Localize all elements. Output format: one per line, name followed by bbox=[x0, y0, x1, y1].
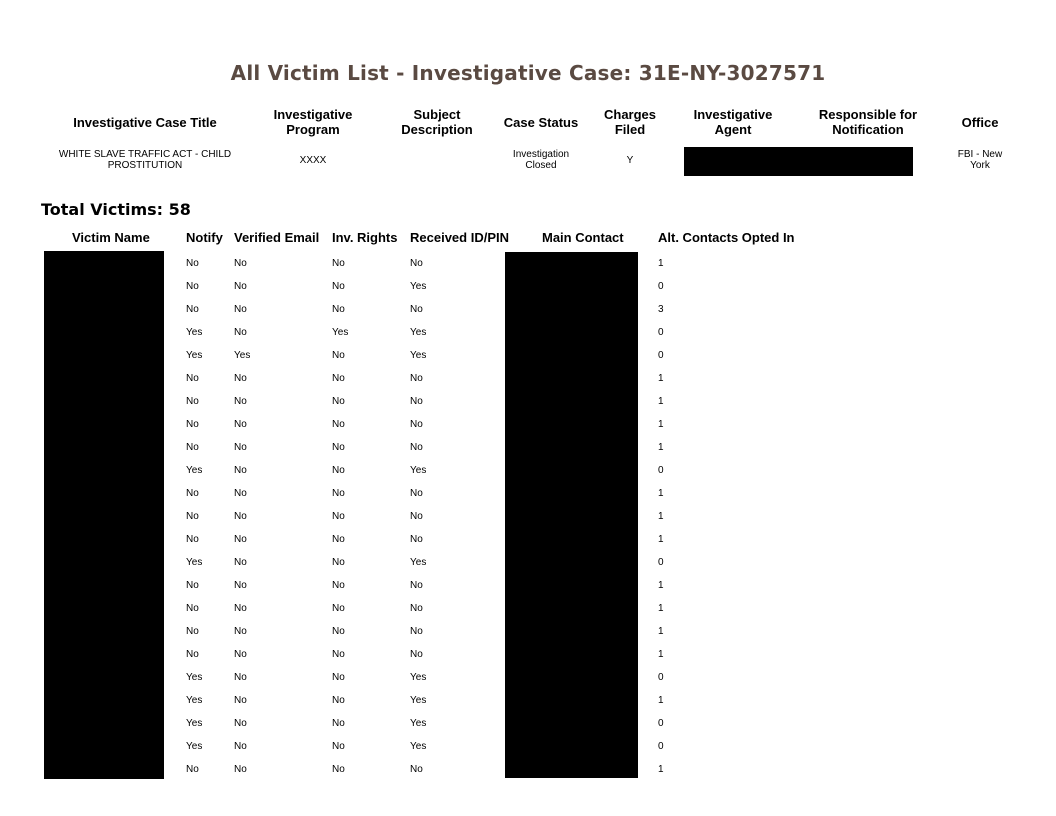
received-pin-cell: Yes bbox=[410, 281, 427, 292]
alt-contacts-cell: 1 bbox=[658, 511, 664, 522]
notify-cell: No bbox=[186, 258, 199, 269]
verified-email-cell: No bbox=[234, 488, 247, 499]
received-pin-cell: No bbox=[410, 603, 423, 614]
verified-email-cell: No bbox=[234, 373, 247, 384]
verified-email-cell: No bbox=[234, 580, 247, 591]
notify-cell: No bbox=[186, 603, 199, 614]
alt-contacts-cell: 3 bbox=[658, 304, 664, 315]
notify-cell: Yes bbox=[186, 465, 203, 476]
alt-contacts-cell: 1 bbox=[658, 649, 664, 660]
inv-rights-cell: No bbox=[332, 488, 345, 499]
received-pin-cell: No bbox=[410, 580, 423, 591]
alt-contacts-cell: 0 bbox=[658, 327, 664, 338]
verified-email-cell: No bbox=[234, 603, 247, 614]
alt-contacts-cell: 1 bbox=[658, 603, 664, 614]
verified-email-cell: No bbox=[234, 327, 247, 338]
alt-contacts-cell: 1 bbox=[658, 695, 664, 706]
notify-cell: Yes bbox=[186, 350, 203, 361]
table-row bbox=[0, 666, 1056, 689]
received-pin-cell: No bbox=[410, 488, 423, 499]
inv-rights-cell: No bbox=[332, 741, 345, 752]
header-status: Case Status bbox=[503, 114, 579, 130]
alt-contacts-cell: 1 bbox=[658, 396, 664, 407]
table-row bbox=[0, 252, 1056, 275]
inv-rights-cell: No bbox=[332, 281, 345, 292]
notify-cell: Yes bbox=[186, 741, 203, 752]
received-pin-cell: No bbox=[410, 419, 423, 430]
table-row bbox=[0, 620, 1056, 643]
case-title-cell: WHITE SLAVE TRAFFIC ACT - CHILD PROSTITUTION bbox=[58, 149, 232, 171]
verified-email-cell: No bbox=[234, 442, 247, 453]
received-pin-cell: No bbox=[410, 442, 423, 453]
verified-email-cell: No bbox=[234, 626, 247, 637]
table-row bbox=[0, 413, 1056, 436]
verified-email-cell: No bbox=[234, 649, 247, 660]
verified-email-cell: No bbox=[234, 281, 247, 292]
verified-email-cell: No bbox=[234, 465, 247, 476]
victim-table-body bbox=[0, 252, 1056, 781]
verified-email-cell: No bbox=[234, 534, 247, 545]
received-pin-cell: Yes bbox=[410, 350, 427, 361]
inv-rights-cell: No bbox=[332, 258, 345, 269]
alt-contacts-cell: 1 bbox=[658, 373, 664, 384]
header-responsible: Responsible for Notification bbox=[818, 107, 918, 137]
inv-rights-cell: No bbox=[332, 764, 345, 775]
received-pin-cell: No bbox=[410, 626, 423, 637]
header-inv-rights: Inv. Rights bbox=[332, 230, 398, 245]
table-row bbox=[0, 275, 1056, 298]
alt-contacts-cell: 0 bbox=[658, 350, 664, 361]
table-row bbox=[0, 551, 1056, 574]
alt-contacts-cell: 1 bbox=[658, 258, 664, 269]
received-pin-cell: No bbox=[410, 511, 423, 522]
inv-rights-cell: No bbox=[332, 718, 345, 729]
notify-cell: No bbox=[186, 626, 199, 637]
verified-email-cell: No bbox=[234, 396, 247, 407]
total-victims: Total Victims: 58 bbox=[41, 200, 191, 219]
header-subject: Subject Description bbox=[401, 107, 473, 137]
verified-email-cell: No bbox=[234, 511, 247, 522]
verified-email-cell: No bbox=[234, 718, 247, 729]
header-program: Investigative Program bbox=[273, 107, 353, 137]
received-pin-cell: Yes bbox=[410, 672, 427, 683]
charges-cell: Y bbox=[626, 154, 634, 166]
redaction-agent-responsible bbox=[684, 147, 913, 176]
table-row bbox=[0, 482, 1056, 505]
received-pin-cell: No bbox=[410, 764, 423, 775]
table-row bbox=[0, 735, 1056, 758]
inv-rights-cell: No bbox=[332, 580, 345, 591]
notify-cell: Yes bbox=[186, 695, 203, 706]
header-received-pin: Received ID/PIN bbox=[410, 230, 509, 245]
verified-email-cell: No bbox=[234, 764, 247, 775]
table-row bbox=[0, 367, 1056, 390]
header-agent: Investigative Agent bbox=[693, 107, 773, 137]
program-cell: XXXX bbox=[299, 154, 327, 166]
notify-cell: No bbox=[186, 304, 199, 315]
verified-email-cell: No bbox=[234, 258, 247, 269]
notify-cell: No bbox=[186, 442, 199, 453]
table-row bbox=[0, 321, 1056, 344]
inv-rights-cell: No bbox=[332, 672, 345, 683]
alt-contacts-cell: 0 bbox=[658, 281, 664, 292]
inv-rights-cell: No bbox=[332, 350, 345, 361]
inv-rights-cell: No bbox=[332, 534, 345, 545]
header-alt-contacts: Alt. Contacts Opted In bbox=[658, 230, 795, 245]
table-row bbox=[0, 689, 1056, 712]
inv-rights-cell: No bbox=[332, 419, 345, 430]
table-row bbox=[0, 390, 1056, 413]
page-title: All Victim List - Investigative Case: 31E-NY-3027571 bbox=[230, 61, 826, 85]
notify-cell: No bbox=[186, 373, 199, 384]
header-charges: Charges Filed bbox=[603, 107, 657, 137]
verified-email-cell: No bbox=[234, 419, 247, 430]
received-pin-cell: No bbox=[410, 373, 423, 384]
alt-contacts-cell: 1 bbox=[658, 419, 664, 430]
notify-cell: Yes bbox=[186, 557, 203, 568]
table-row bbox=[0, 643, 1056, 666]
notify-cell: Yes bbox=[186, 718, 203, 729]
case-table-header bbox=[0, 104, 1056, 140]
received-pin-cell: Yes bbox=[410, 718, 427, 729]
verified-email-cell: No bbox=[234, 741, 247, 752]
table-row bbox=[0, 344, 1056, 367]
inv-rights-cell: No bbox=[332, 626, 345, 637]
alt-contacts-cell: 0 bbox=[658, 741, 664, 752]
notify-cell: No bbox=[186, 419, 199, 430]
header-verified-email: Verified Email bbox=[234, 230, 320, 245]
office-cell: FBI - New York bbox=[957, 149, 1003, 171]
header-main-contact: Main Contact bbox=[542, 230, 624, 245]
verified-email-cell: No bbox=[234, 557, 247, 568]
received-pin-cell: No bbox=[410, 396, 423, 407]
received-pin-cell: No bbox=[410, 649, 423, 660]
victim-table-header bbox=[0, 230, 1056, 246]
alt-contacts-cell: 1 bbox=[658, 580, 664, 591]
table-row bbox=[0, 298, 1056, 321]
inv-rights-cell: No bbox=[332, 465, 345, 476]
received-pin-cell: Yes bbox=[410, 465, 427, 476]
table-row bbox=[0, 505, 1056, 528]
inv-rights-cell: No bbox=[332, 396, 345, 407]
verified-email-cell: No bbox=[234, 695, 247, 706]
received-pin-cell: Yes bbox=[410, 327, 427, 338]
inv-rights-cell: No bbox=[332, 304, 345, 315]
alt-contacts-cell: 1 bbox=[658, 764, 664, 775]
verified-email-cell: No bbox=[234, 672, 247, 683]
status-cell: Investigation Closed bbox=[512, 149, 570, 171]
table-row bbox=[0, 758, 1056, 781]
header-notify: Notify bbox=[186, 230, 223, 245]
table-row bbox=[0, 459, 1056, 482]
alt-contacts-cell: 0 bbox=[658, 718, 664, 729]
alt-contacts-cell: 1 bbox=[658, 626, 664, 637]
received-pin-cell: No bbox=[410, 258, 423, 269]
received-pin-cell: No bbox=[410, 534, 423, 545]
table-row bbox=[0, 712, 1056, 735]
header-case-title: Investigative Case Title bbox=[73, 114, 217, 130]
alt-contacts-cell: 1 bbox=[658, 488, 664, 499]
inv-rights-cell: Yes bbox=[332, 327, 349, 338]
notify-cell: Yes bbox=[186, 672, 203, 683]
table-row bbox=[0, 528, 1056, 551]
notify-cell: No bbox=[186, 764, 199, 775]
notify-cell: No bbox=[186, 396, 199, 407]
inv-rights-cell: No bbox=[332, 442, 345, 453]
alt-contacts-cell: 1 bbox=[658, 534, 664, 545]
notify-cell: Yes bbox=[186, 327, 203, 338]
verified-email-cell: No bbox=[234, 304, 247, 315]
header-victim-name: Victim Name bbox=[72, 230, 150, 245]
table-row bbox=[0, 436, 1056, 459]
received-pin-cell: Yes bbox=[410, 557, 427, 568]
inv-rights-cell: No bbox=[332, 557, 345, 568]
notify-cell: No bbox=[186, 580, 199, 591]
subject-cell bbox=[395, 145, 479, 175]
notify-cell: No bbox=[186, 534, 199, 545]
inv-rights-cell: No bbox=[332, 695, 345, 706]
alt-contacts-cell: 0 bbox=[658, 672, 664, 683]
alt-contacts-cell: 0 bbox=[658, 465, 664, 476]
alt-contacts-cell: 0 bbox=[658, 557, 664, 568]
inv-rights-cell: No bbox=[332, 649, 345, 660]
notify-cell: No bbox=[186, 488, 199, 499]
table-row bbox=[0, 597, 1056, 620]
header-office: Office bbox=[961, 114, 999, 130]
received-pin-cell: Yes bbox=[410, 741, 427, 752]
verified-email-cell: Yes bbox=[234, 350, 251, 361]
notify-cell: No bbox=[186, 511, 199, 522]
notify-cell: No bbox=[186, 281, 199, 292]
notify-cell: No bbox=[186, 649, 199, 660]
received-pin-cell: No bbox=[410, 304, 423, 315]
received-pin-cell: Yes bbox=[410, 695, 427, 706]
inv-rights-cell: No bbox=[332, 373, 345, 384]
inv-rights-cell: No bbox=[332, 511, 345, 522]
inv-rights-cell: No bbox=[332, 603, 345, 614]
alt-contacts-cell: 1 bbox=[658, 442, 664, 453]
table-row bbox=[0, 574, 1056, 597]
